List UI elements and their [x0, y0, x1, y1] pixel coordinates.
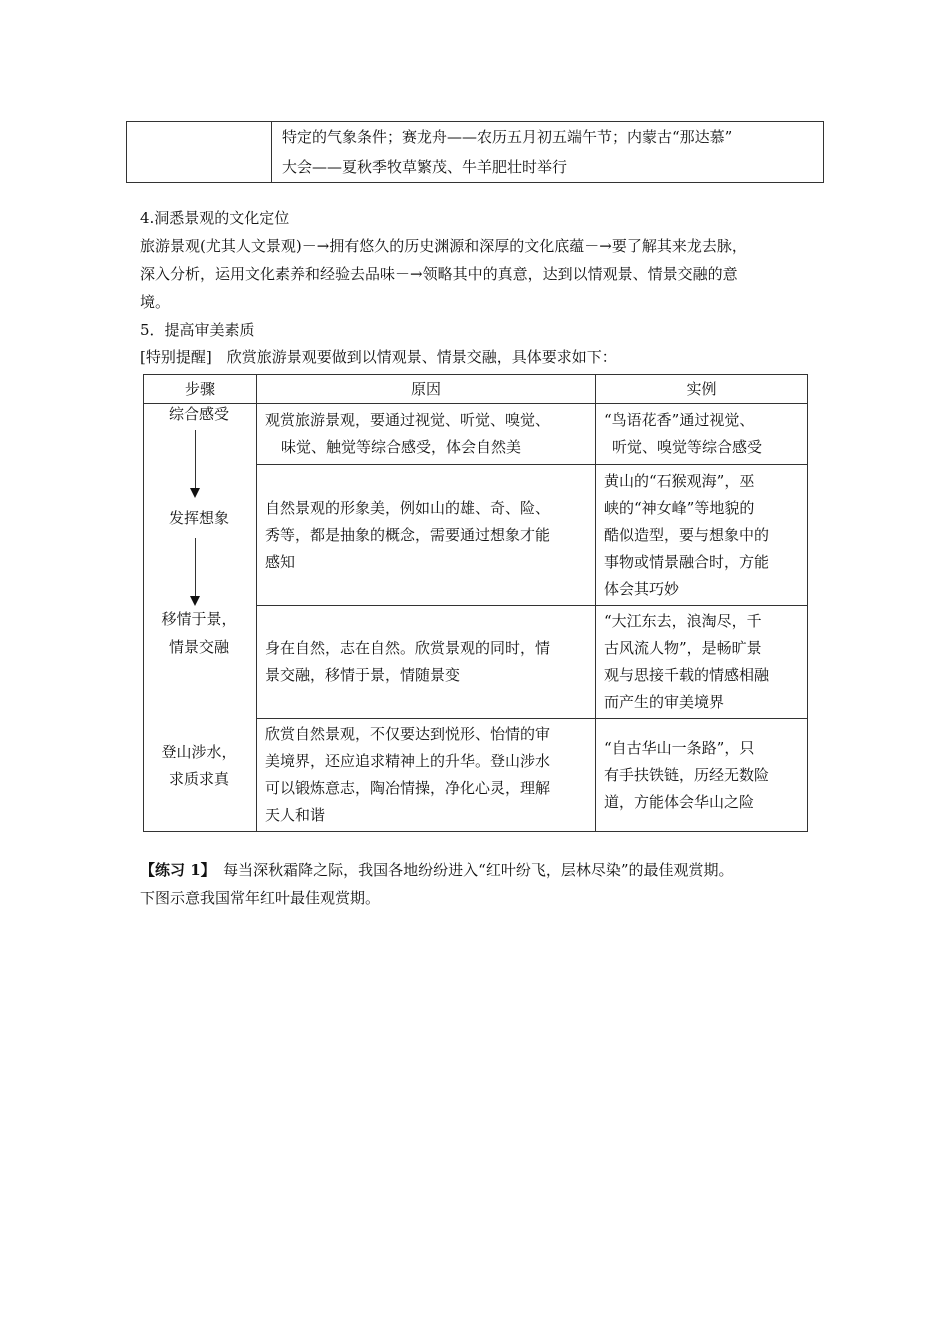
example-cell — [596, 465, 808, 606]
header-step: 步骤 — [144, 375, 257, 404]
header-reason: 原因 — [257, 375, 596, 404]
reason-line: 感知 — [265, 552, 296, 571]
reason-cell — [257, 404, 596, 465]
example-line: 有手扶铁链，历经无数险 — [604, 765, 770, 784]
example-line: “大江东去，浪淘尽，千 — [604, 612, 762, 630]
example-cell — [596, 606, 808, 719]
example-line: “鸟语花香”通过视觉、 — [604, 411, 755, 429]
table-header-row — [144, 375, 808, 404]
example-line: 体会其巧妙 — [604, 579, 680, 598]
example-line: 事物或情景融合时，方能 — [604, 552, 770, 571]
step-label: 综合感受 — [168, 405, 229, 423]
reason-line: 美境界，还应追求精神上的升华。登山涉水 — [265, 752, 551, 770]
top-table-line: 大会——夏秋季牧草繁茂、牛羊肥壮时举行 — [282, 158, 568, 176]
step-label: 移情于景， — [161, 610, 237, 628]
reason-line: 可以锻炼意志，陶冶情操，净化心灵，理解 — [265, 779, 551, 797]
step-label: 求质求真 — [168, 770, 229, 788]
section4-line: 深入分析，运用文化素养和经验去品味－→领略其中的真意，达到以情观景、情景交融的意 — [140, 265, 738, 283]
top-table-right-cell — [272, 122, 824, 183]
section4-line: 旅游景观(尤其人文景观)－→拥有悠久的历史渊源和深厚的文化底蕴－→要了解其来龙去脉， — [140, 237, 747, 255]
section4-heading: 4.洞悉景观的文化定位 — [140, 209, 290, 227]
step-label: 登山涉水， — [161, 743, 237, 761]
flow-arrow-line — [195, 538, 196, 600]
top-table-line: 特定的气象条件；赛龙舟——农历五月初五端午节；内蒙古“那达慕” — [282, 128, 733, 146]
reason-line: 观赏旅游景观，要通过视觉、听觉、嗅觉、 — [265, 411, 551, 429]
example-line: 道，方能体会华山之险 — [604, 792, 755, 811]
reason-line: 天人和谐 — [265, 806, 326, 824]
reason-cell — [257, 465, 596, 606]
example-cell — [596, 719, 808, 832]
reason-line: 秀等，都是抽象的概念，需要通过想象才能 — [265, 525, 551, 544]
example-line: 酷似造型，要与想象中的 — [604, 525, 770, 544]
reason-line: 味觉、触觉等综合感受，体会自然美 — [281, 438, 522, 456]
special-tip: [特别提醒] 欣赏旅游景观要做到以情观景、情景交融，具体要求如下： — [140, 348, 617, 366]
exercise-text: 下图示意我国常年红叶最佳观赏期。 — [140, 889, 381, 907]
arrow-down-icon — [190, 596, 200, 606]
top-table — [126, 121, 824, 183]
reason-line: 身在自然，志在自然。欣赏景观的同时，情 — [265, 639, 551, 657]
example-line: “自古华山一条路”，只 — [604, 738, 755, 757]
flow-arrow-line — [195, 430, 196, 490]
example-line: 听觉、嗅觉等综合感受 — [612, 438, 763, 456]
top-table-left-cell — [127, 122, 272, 183]
example-line: 而产生的审美境界 — [604, 693, 725, 711]
example-line: 古风流人物”，是畅旷景 — [604, 639, 762, 657]
example-cell — [596, 404, 808, 465]
reason-line: 欣赏自然景观，不仅要达到悦形、怡情的审 — [265, 725, 551, 743]
section4-line: 境。 — [140, 293, 171, 311]
step-label: 情景交融 — [168, 638, 229, 656]
exercise-block — [140, 856, 734, 912]
reason-cell — [257, 719, 596, 832]
example-line: 黄山的“石猴观海”，巫 — [604, 471, 755, 490]
reason-line: 景交融，移情于景，情随景变 — [265, 666, 461, 684]
step-label: 发挥想象 — [168, 509, 229, 527]
example-line: 峡的“神女峰”等地貌的 — [604, 498, 755, 517]
example-line: 观与思接千载的情感相融 — [604, 666, 770, 684]
section5-heading: 5．提高审美素质 — [140, 321, 255, 339]
exercise-tag: 【练习 1】 — [140, 861, 209, 879]
reason-line: 自然景观的形象美，例如山的雄、奇、险、 — [265, 498, 551, 517]
exercise-text: 每当深秋霜降之际，我国各地纷纷进入“红叶纷飞，层林尽染”的最佳观赏期。 — [208, 861, 734, 879]
arrow-down-icon — [190, 488, 200, 498]
reason-cell — [257, 606, 596, 719]
header-example: 实例 — [596, 375, 808, 404]
